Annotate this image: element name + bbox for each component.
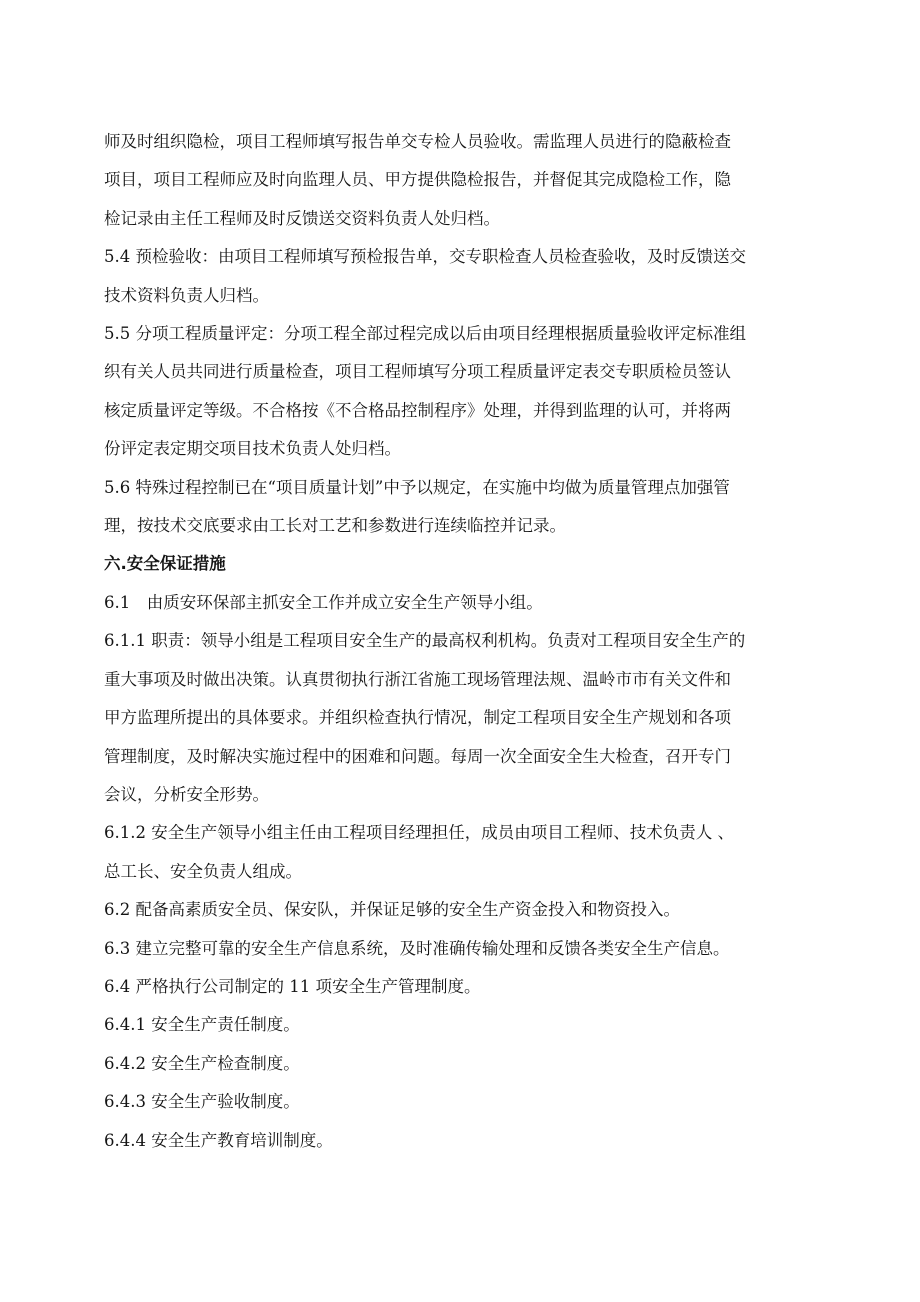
document-body xyxy=(104,123,820,1160)
text-line: 5.4 预检验收：由项目工程师填写预检报告单，交专职检查人员检查验收，及时反馈送交 xyxy=(104,247,746,267)
text-line: 检记录由主任工程师及时反馈送交资料负责人处归档。 xyxy=(104,208,500,228)
section-heading: 六.安全保证措施 xyxy=(104,554,226,574)
paragraph-6-3 xyxy=(104,930,820,968)
text-line: 总工长、安全负责人组成。 xyxy=(104,861,302,881)
text-line: 6.4.4 安全生产教育培训制度。 xyxy=(104,1130,333,1150)
text-line: 6.1 由质安环保部主抓安全工作并成立安全生产领导小组。 xyxy=(104,592,543,612)
text-line: 6.4.1 安全生产责任制度。 xyxy=(104,1015,300,1035)
paragraph-6-2 xyxy=(104,891,820,929)
text-line: 理，按技术交底要求由工长对工艺和参数进行连续临控并记录。 xyxy=(104,516,566,536)
paragraph-6-1-2 xyxy=(104,814,820,891)
text-line: 6.4.2 安全生产检查制度。 xyxy=(104,1053,300,1073)
text-line: 重大事项及时做出决策。认真贯彻执行浙江省施工现场管理法规、温岭市市有关文件和 xyxy=(104,669,731,689)
paragraph-6-4-1 xyxy=(104,1006,820,1044)
text-line: 6.1.1 职责：领导小组是工程项目安全生产的最高权利机构。负责对工程项目安全生产的 xyxy=(104,631,746,651)
text-line: 师及时组织隐检，项目工程师填写报告单交专检人员验收。需监理人员进行的隐蔽检查 xyxy=(104,132,731,151)
text-line: 6.2 配备高素质安全员、保安队，并保证足够的安全生产资金投入和物资投入。 xyxy=(104,900,680,920)
paragraph-6-4 xyxy=(104,968,820,1006)
paragraph-6-1-1 xyxy=(104,622,820,814)
text-line: 5.5 分项工程质量评定：分项工程全部过程完成以后由项目经理根据质量验收评定标准组 xyxy=(104,324,746,344)
paragraph-6-4-3 xyxy=(104,1083,820,1121)
paragraph-6-4-2 xyxy=(104,1045,820,1083)
text-line: 会议，分析安全形势。 xyxy=(104,784,269,804)
text-line: 项目，项目工程师应及时向监理人员、甲方提供隐检报告，并督促其完成隐检工作，隐 xyxy=(104,170,731,190)
text-line: 5.6 特殊过程控制已在“项目质量计划”中予以规定，在实施中均做为质量管理点加强管 xyxy=(104,477,730,497)
paragraph-6-4-4 xyxy=(104,1122,820,1160)
text-line: 核定质量评定等级。不合格按《不合格品控制程序》处理，并得到监理的认可，并将两 xyxy=(104,400,731,420)
paragraph-5-6 xyxy=(104,469,820,546)
text-line: 织有关人员共同进行质量检查，项目工程师填写分项工程质量评定表交专职质检员签认 xyxy=(104,362,731,382)
paragraph-5-5 xyxy=(104,315,820,469)
text-line: 管理制度，及时解决实施过程中的困难和问题。每周一次全面安全生大检查，召开专门 xyxy=(104,746,731,766)
text-line: 份评定表定期交项目技术负责人处归档。 xyxy=(104,439,401,459)
paragraph-6-1 xyxy=(104,584,820,622)
text-line: 6.1.2 安全生产领导小组主任由工程项目经理担任，成员由项目工程师、技术负责人 、 xyxy=(104,823,734,843)
paragraph-5-4 xyxy=(104,238,820,315)
text-line: 6.3 建立完整可靠的安全生产信息系统，及时准确传输处理和反馈各类安全生产信息。 xyxy=(104,938,730,958)
paragraph-hidden-inspection xyxy=(104,123,820,238)
text-line: 6.4.3 安全生产验收制度。 xyxy=(104,1092,300,1112)
text-line: 6.4 严格执行公司制定的 11 项安全生产管理制度。 xyxy=(104,976,481,996)
text-line: 技术资料负责人归档。 xyxy=(104,285,269,305)
text-line: 甲方监理所提出的具体要求。并组织检查执行情况，制定工程项目安全生产规划和各项 xyxy=(104,708,731,728)
